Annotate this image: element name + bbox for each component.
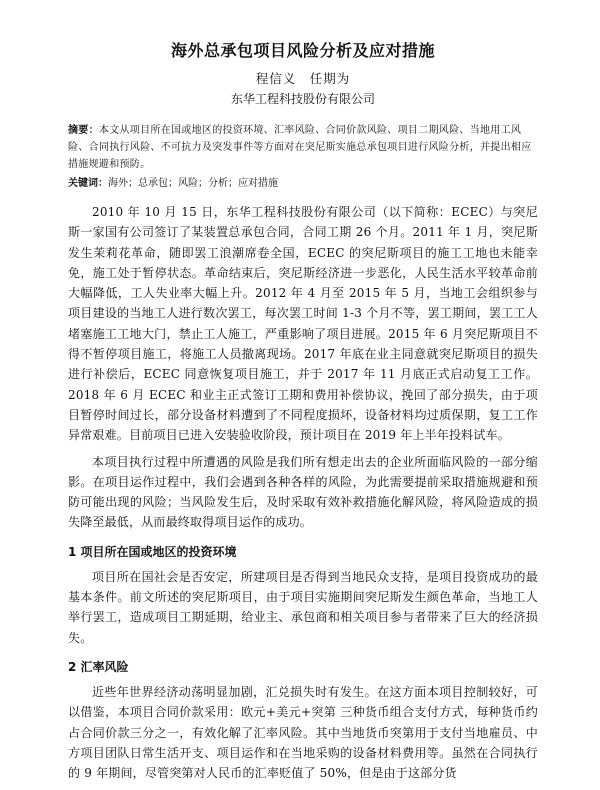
intro-paragraph: 本项目执行过程中所遭遇的风险是我们所有想走出去的企业所面临风险的一部分缩影。在项目运作过程中，我们会遇到各种各样的风险，为此需要提前采取措施规避和预防可能出现的风险；当风险发生后，及时采取有效补救措施化解风险，将风险造成的损失降至最低，从而最终取得项目运作的成功。: [68, 454, 538, 530]
section-paragraph: 项目所在国社会是否安定，所建项目是否得到当地民众支持，是项目投资成功的最基本条件。前文所述的突尼斯项目，由于项目实施期间突尼斯发生颜色革命，当地工人举行罢工，造成项目工期延期，给业主、承包商和相关项目参与者带来了巨大的经济损失。: [68, 569, 538, 645]
keywords-text: 海外；总承包；风险；分析；应对措施: [108, 178, 278, 189]
section-heading: 2 汇率风险: [68, 659, 129, 674]
abstract: [68, 122, 538, 173]
abstract-text: 本文从项目所在国或地区的投资环境、汇率风险、合同价款风险、项目二期风险、当地用工风险、合同执行风险、不可抗力及突发事件等方面对在突尼斯实施总承包项目进行风险分析，并提出相应措施规避和预防。: [68, 125, 532, 170]
keywords-label: 关键词：: [68, 178, 108, 189]
paper-title: 海外总承包项目风险分析及应对措施: [170, 41, 435, 60]
keywords: [68, 175, 538, 192]
section-paragraph: 近些年世界经济动荡明显加剧，汇兑损失时有发生。在这方面本项目控制较好，可以借鉴，本项目合同价款采用：欧元+美元+突第 三种货币组合支付方式，每种货币约占合同价款三分之一，有效化解了汇率风险。其中当地货币突第用于支付当地雇员、中方项目团队日常生活开支、项目运作和在当地采购的设备材料费用等。虽然在合同执行的 9 年期间，尽管突第对人民币的汇率贬值了 50%，但是由于这部分货: [68, 684, 538, 781]
paper-affiliation: 东华工程科技股份有限公司: [230, 92, 375, 106]
abstract-label: 摘要：: [68, 125, 99, 136]
paper-authors: 程信义 任期为: [255, 71, 351, 86]
paper-body: [68, 202, 538, 783]
intro-paragraph: 2010 年 10 月 15 日，东华工程科技股份有限公司（以下简称：ECEC）与突尼斯一家国有公司签订了某装置总承包合同，合同工期 26 个月。2011 年 1 月，突尼斯发生茉莉花革命，随即罢工浪潮席卷全国，ECEC 的突尼斯项目的施工工地也未能幸免，施工处于暂停状态。革命结束后，突尼斯经济进一步恶化，人民生活水平较革命前大幅降低，工人失业率大幅上升。2012 年 4 月至 2015 年 5 月，当地工会组织参与项目建设的当地工人进行数次罢工，每次罢工时间 1-3 个月不等，罢工期间，罢工工人堵塞施工工地大门，禁止工人施工，严重影响了项目进展。2015 年 6 月突尼斯项目不得不暂停项目施工，将施工人员撤离现场。2017 年底在业主同意就突尼斯项目的损失进行补偿后，ECEC 同意恢复项目施工，并于 2017 年 11 月底正式启动复工工作。2018 年 6 月 ECEC 和业主正式签订工期和费用补偿协议，挽回了部分损失，由于项目暂停时间过长，部分设备材料遭到了不同程度损坏，设备材料均过质保期，复工工作异常艰难。目前项目已进入安装验收阶段，预计项目在 2019 年上半年投料试车。: [68, 205, 538, 443]
section-heading: 1 项目所在国或地区的投资环境: [68, 544, 237, 559]
